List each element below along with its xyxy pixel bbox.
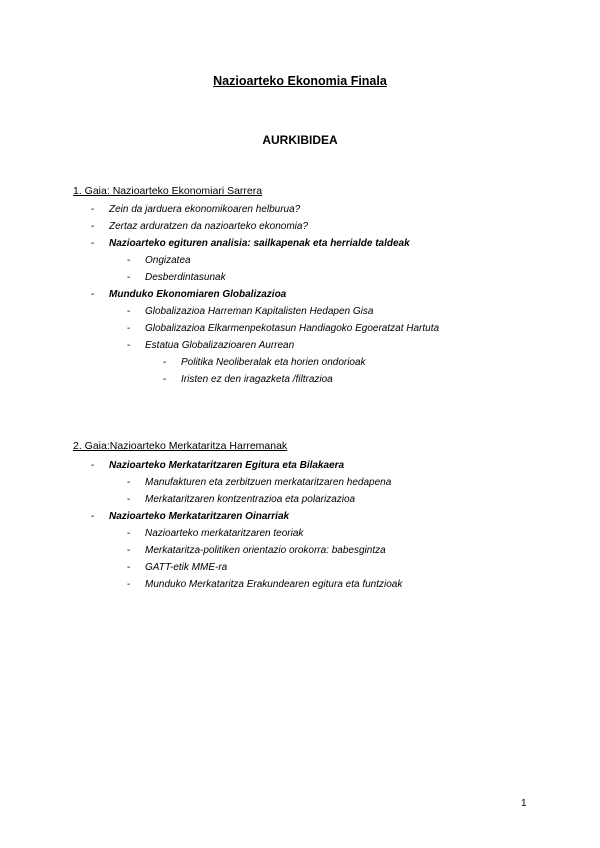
- list-item-text: Merkataritza-politiken orientazio orokorra: babesgintza: [145, 545, 386, 556]
- bullet-dash: -: [127, 323, 131, 334]
- bullet-dash: -: [127, 528, 131, 539]
- bullet-dash: -: [91, 204, 95, 215]
- bullet-dash: -: [127, 306, 131, 317]
- bullet-dash: -: [91, 289, 95, 300]
- list-item-text: Zertaz arduratzen da nazioarteko ekonomia?: [109, 221, 309, 232]
- bullet-dash: -: [127, 545, 131, 556]
- bullet-dash: -: [127, 494, 131, 505]
- list-item-text: Munduko Ekonomiaren Globalizazioa: [109, 289, 287, 300]
- list-item-text: Munduko Merkataritza Erakundearen egitura eta funtzioak: [145, 579, 403, 590]
- page-number: 1: [521, 798, 527, 809]
- document-title: Nazioarteko Ekonomia Finala: [213, 74, 387, 88]
- list-item-text: Estatua Globalizazioaren Aurrean: [145, 340, 295, 351]
- bullet-dash: -: [127, 562, 131, 573]
- bullet-dash: -: [91, 221, 95, 232]
- chapter-2-title: 2. Gaia:Nazioarteko Merkataritza Harremanak: [73, 440, 288, 452]
- list-item-text: Desberdintasunak: [145, 272, 226, 283]
- bullet-dash: -: [127, 340, 131, 351]
- bullet-dash: -: [91, 460, 95, 471]
- list-item-text: Politika Neoliberalak eta horien ondorioak: [181, 357, 366, 368]
- toc-heading: AURKIBIDEA: [262, 133, 338, 147]
- bullet-dash: -: [163, 357, 167, 368]
- bullet-dash: -: [127, 272, 131, 283]
- list-item-text: Merkataritzaren kontzentrazioa eta polarizazioa: [145, 494, 356, 505]
- list-item-text: Globalizazioa Harreman Kapitalisten Hedapen Gisa: [145, 306, 374, 317]
- list-item-text: Nazioarteko merkataritzaren teoriak: [145, 528, 304, 539]
- list-item-text: Globalizazioa Elkarmenpekotasun Handiagoko Egoeratzat Hartuta: [145, 323, 440, 334]
- bullet-dash: -: [163, 374, 167, 385]
- bullet-dash: -: [127, 579, 131, 590]
- list-item-text: Manufakturen eta zerbitzuen merkataritzaren hedapena: [145, 477, 392, 488]
- bullet-dash: -: [91, 511, 95, 522]
- list-item-text: Nazioarteko Merkataritzaren Egitura eta Bilakaera: [109, 460, 345, 471]
- list-item-text: Zein da jarduera ekonomikoaren helburua?: [109, 204, 301, 215]
- list-item-text: Ongizatea: [145, 255, 191, 266]
- list-item-text: GATT-etik MME-ra: [145, 562, 228, 573]
- bullet-dash: -: [127, 255, 131, 266]
- list-item-text: Nazioarteko egituren analisia: sailkapenak eta herrialde taldeak: [109, 238, 410, 249]
- bullet-dash: -: [91, 238, 95, 249]
- chapter-1-title: 1. Gaia: Nazioarteko Ekonomiari Sarrera: [73, 185, 263, 197]
- bullet-dash: -: [127, 477, 131, 488]
- list-item-text: Iristen ez den iragazketa /filtrazioa: [181, 374, 333, 385]
- list-item-text: Nazioarteko Merkataritzaren Oinarriak: [109, 511, 290, 522]
